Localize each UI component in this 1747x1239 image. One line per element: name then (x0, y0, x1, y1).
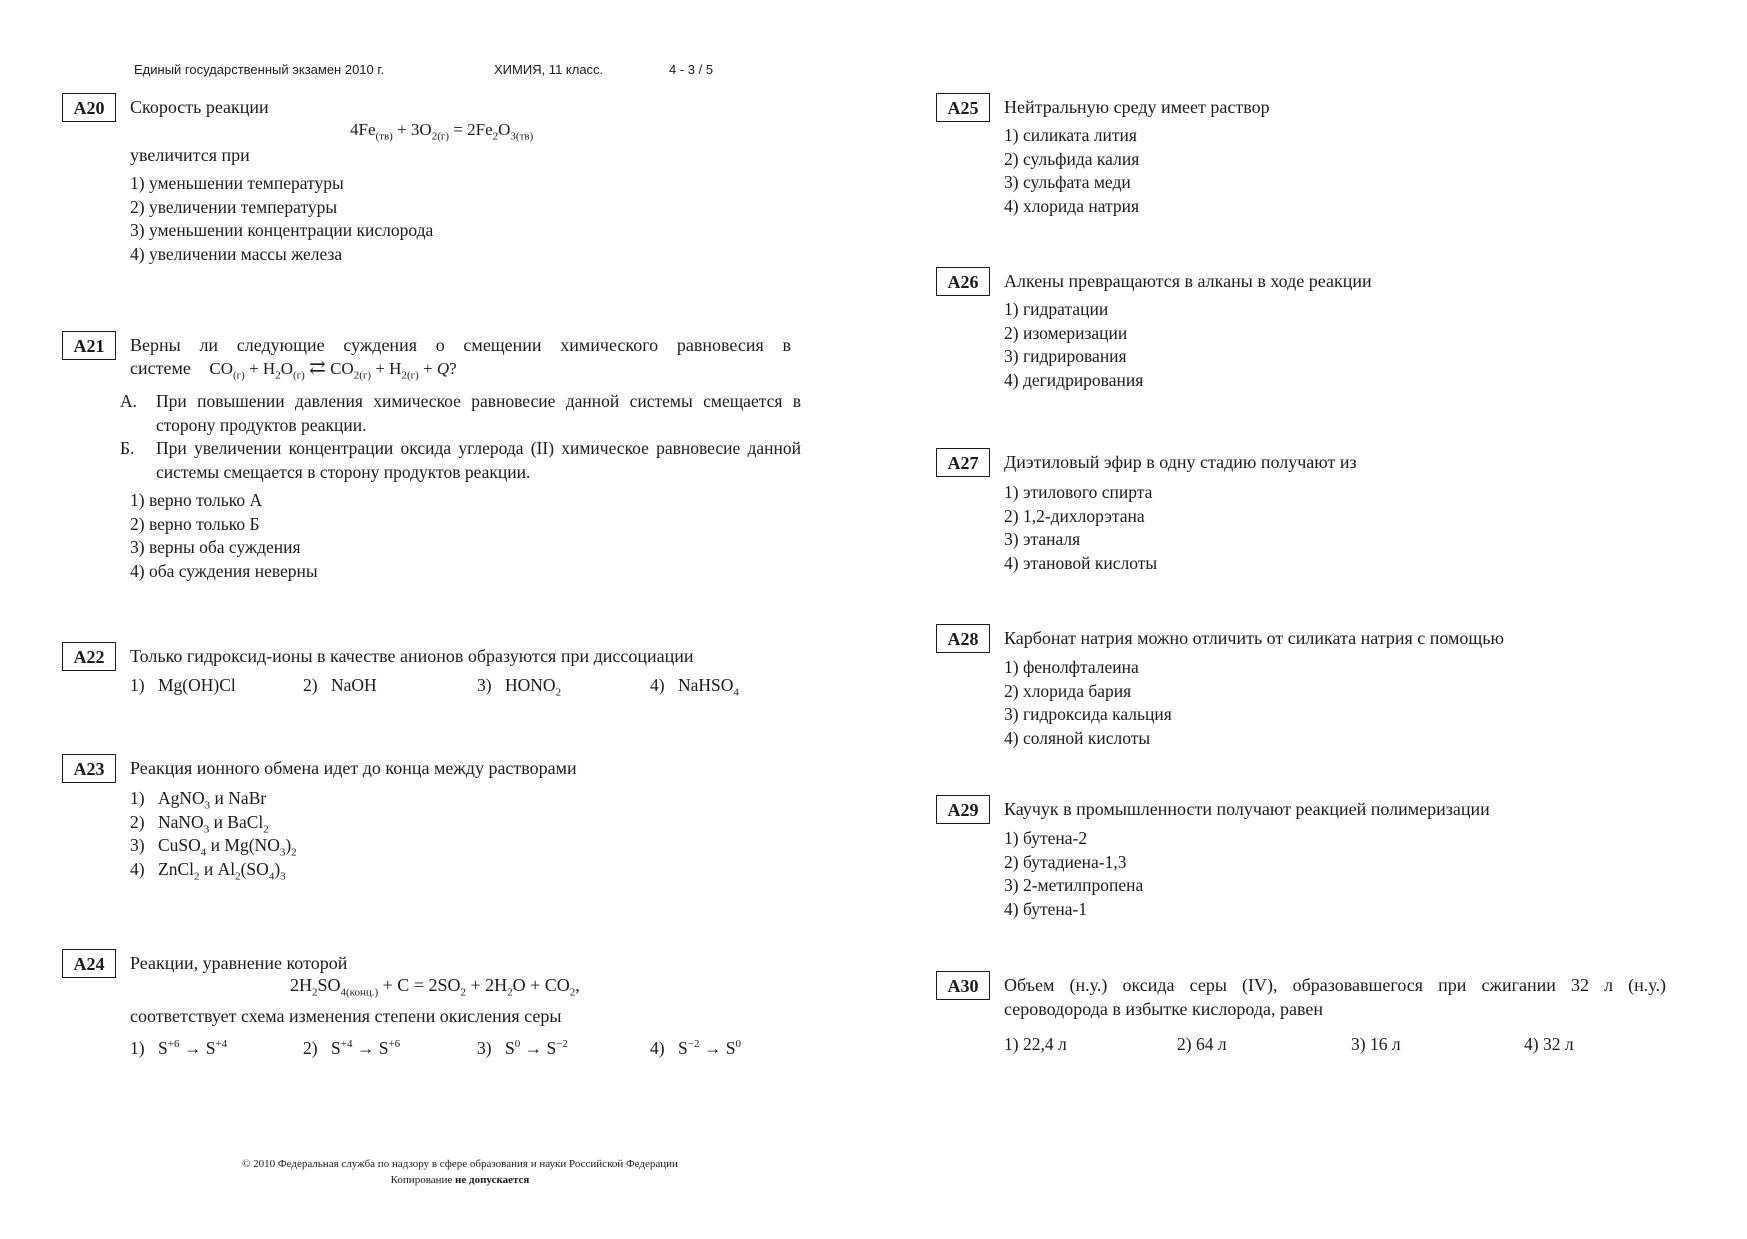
answer-option[interactable]: 3) сульфата меди (1004, 172, 1131, 193)
answer-option[interactable]: 2) NaOH (303, 675, 377, 695)
answer-option[interactable]: 1) верно только А (130, 490, 263, 510)
answer-options (1004, 827, 1143, 921)
question-stem-continued: увеличится при (130, 145, 250, 165)
answer-option[interactable]: 4) бутена-1 (1004, 898, 1088, 919)
answer-option[interactable]: 2) 1,2-дихлорэтана (1004, 505, 1145, 526)
answer-option[interactable]: 4) $S^{-2} \to S^0$ (650, 1038, 741, 1058)
question-number: A24 (62, 949, 116, 978)
answer-option[interactable]: 4) оба суждения неверны (130, 560, 318, 581)
header-subject: ХИМИЯ, 11 класс. (494, 62, 604, 77)
answer-option[interactable]: 1) гидратации (1004, 299, 1109, 319)
question-stem: Каучук в промышленности получают реакцией полимеризации (1004, 799, 1490, 819)
question-number: A30 (936, 971, 990, 1000)
answer-option[interactable]: 4) хлорида натрия (1004, 195, 1140, 216)
answer-option[interactable]: 1) $S^{+6} \to S^{+4}$ (130, 1038, 228, 1058)
header-exam: Единый государственный экзамен 2010 г. (134, 62, 385, 77)
equilibrium-equation: $CO_{(г)} + H_2O_{(г)}$ ⇄ $CO_{2(г)} + H_{2(г)} + Q$? (209, 357, 457, 382)
answer-option[interactable]: 4) соляной кислоты (1004, 727, 1151, 748)
question-stem: Верны ли следующие суждения о смещении химического равновесия в (130, 335, 791, 355)
question-stem: Алкены превращаются в алканы в ходе реакции (1004, 271, 1372, 291)
question-stem-continued: соответствует схема изменения степени окисления серы (130, 1006, 562, 1026)
answer-option[interactable]: 3) уменьшении концентрации кислорода (130, 220, 434, 241)
question-number: A29 (936, 795, 990, 824)
answer-options-row (130, 675, 790, 699)
answer-option[interactable]: 4) этановой кислоты (1004, 552, 1158, 573)
answer-option[interactable]: 3) $S^0 \to S^{-2}$ (477, 1038, 568, 1058)
question-stem: Реакция ионного обмена идет до конца между растворами (130, 758, 577, 778)
answer-options (1004, 124, 1139, 218)
answer-option[interactable]: 1) AgNO$_3$ и NaBr (130, 788, 267, 812)
question-stem-continued (130, 356, 530, 387)
answer-option[interactable]: 3) гидрирования (1004, 346, 1127, 367)
answer-options (130, 787, 297, 881)
footer-copy-notice (0, 1172, 920, 1188)
reaction-equation: $2H_2SO_{4(конц.)} + C = 2SO_2 + 2H_2O + CO_2$, (290, 975, 580, 999)
answer-option[interactable]: 1) силиката лития (1004, 125, 1137, 145)
answer-option[interactable]: 2) хлорида бария (1004, 680, 1132, 701)
answer-option[interactable]: 2) бутадиена-1,3 (1004, 851, 1127, 872)
answer-options-row (130, 1038, 790, 1062)
question-stem: Только гидроксид-ионы в качестве анионов образуются при диссоциации (130, 646, 694, 666)
question-number: A25 (936, 93, 990, 122)
answer-option[interactable]: 3) этаналя (1004, 529, 1081, 550)
question-stem: Объем (н.у.) оксида серы (IV), образовавшегося при сжигании 32 л (н.у.) сероводорода в избытке кислорода, равен (1004, 975, 1666, 1019)
answer-option[interactable]: 4) 32 л (1524, 1034, 1574, 1054)
question-stem: Карбонат натрия можно отличить от силиката натрия с помощью (1004, 628, 1504, 648)
answer-option[interactable]: 2) изомеризации (1004, 322, 1128, 343)
answer-option[interactable]: 1) бутена-2 (1004, 828, 1088, 848)
answer-option[interactable]: 4) NaHSO$_4$ (650, 675, 739, 699)
question-number: A23 (62, 754, 116, 783)
question-number: A27 (936, 448, 990, 477)
question-number: A26 (936, 267, 990, 296)
footer-copyright: © 2010 Федеральная служба по надзору в сфере образования и науки Российской Федерации (242, 1158, 678, 1170)
answer-option[interactable]: 3) 2-метилпропена (1004, 875, 1144, 896)
answer-option[interactable]: 1) этилового спирта (1004, 482, 1153, 502)
answer-option[interactable]: 1) фенолфталеина (1004, 657, 1139, 677)
statement-text: При повышении давления химическое равновесие данной системы смещается в сторону продуктов реакции. (156, 391, 801, 435)
stem-word-system: системе (130, 358, 191, 378)
answer-options (1004, 481, 1157, 575)
footer-copy-text: Копирование (390, 1174, 456, 1186)
statement-a (120, 390, 801, 437)
answer-option[interactable]: 3) верны оба суждения (130, 537, 301, 558)
question-number: A21 (62, 331, 116, 360)
statement-b (120, 437, 801, 484)
answer-options (130, 172, 433, 266)
answer-option[interactable]: 1) уменьшении температуры (130, 173, 344, 193)
statement-text: При увеличении концентрации оксида углерода (II) химическое равновесие данной системы смещается в сторону продуктов реакции. (156, 438, 801, 482)
answer-option[interactable]: 2) увеличении температуры (130, 196, 338, 217)
answer-option[interactable]: 2) сульфида калия (1004, 148, 1140, 169)
answer-option[interactable]: 1) 22,4 л (1004, 1034, 1067, 1054)
question-stem: Реакции, уравнение которой (130, 953, 348, 973)
answer-option[interactable]: 1) Mg(OH)Cl (130, 675, 236, 695)
question-stem: Скорость реакции (130, 97, 269, 117)
answer-option[interactable]: 3) гидроксида кальция (1004, 704, 1172, 725)
answer-option[interactable]: 2) верно только Б (130, 513, 260, 534)
answer-option[interactable]: 4) ZnCl$_2$ и $Al_2(SO_4)_3$ (130, 858, 286, 883)
answer-option[interactable]: 4) увеличении массы железа (130, 243, 343, 264)
statement-label: А. (120, 391, 138, 411)
question-number: A22 (62, 642, 116, 671)
answer-options (1004, 656, 1172, 750)
question-number: A28 (936, 624, 990, 653)
header-page: 4 - 3 / 5 (669, 62, 714, 77)
answer-options-row (1004, 1034, 1664, 1058)
answer-option[interactable]: 3) 16 л (1351, 1034, 1401, 1054)
answer-option[interactable]: 2) 64 л (1177, 1034, 1227, 1054)
footer-copy-emphasis: не допускается (455, 1174, 530, 1186)
answer-options (1004, 298, 1143, 392)
reaction-equation: $4Fe_{(тв)} + 3O_{2(г)} = 2Fe_2O_{3(тв)}$ (350, 120, 534, 143)
answer-option[interactable]: 2) $S^{+4} \to S^{+6}$ (303, 1038, 401, 1058)
answer-options (130, 489, 318, 583)
answer-option[interactable]: 2) NaNO$_3$ и BaCl$_2$ (130, 811, 269, 836)
question-stem: Нейтральную среду имеет раствор (1004, 97, 1270, 117)
question-number: A20 (62, 93, 116, 122)
answer-option[interactable]: 3) $HONO_2$ (477, 675, 562, 699)
answer-option[interactable]: 3) CuSO$_4$ и $Mg(NO_3)_2$ (130, 835, 297, 859)
statement-label: Б. (120, 438, 135, 458)
question-stem: Диэтиловый эфир в одну стадию получают из (1004, 452, 1357, 472)
answer-option[interactable]: 4) дегидрирования (1004, 369, 1144, 390)
